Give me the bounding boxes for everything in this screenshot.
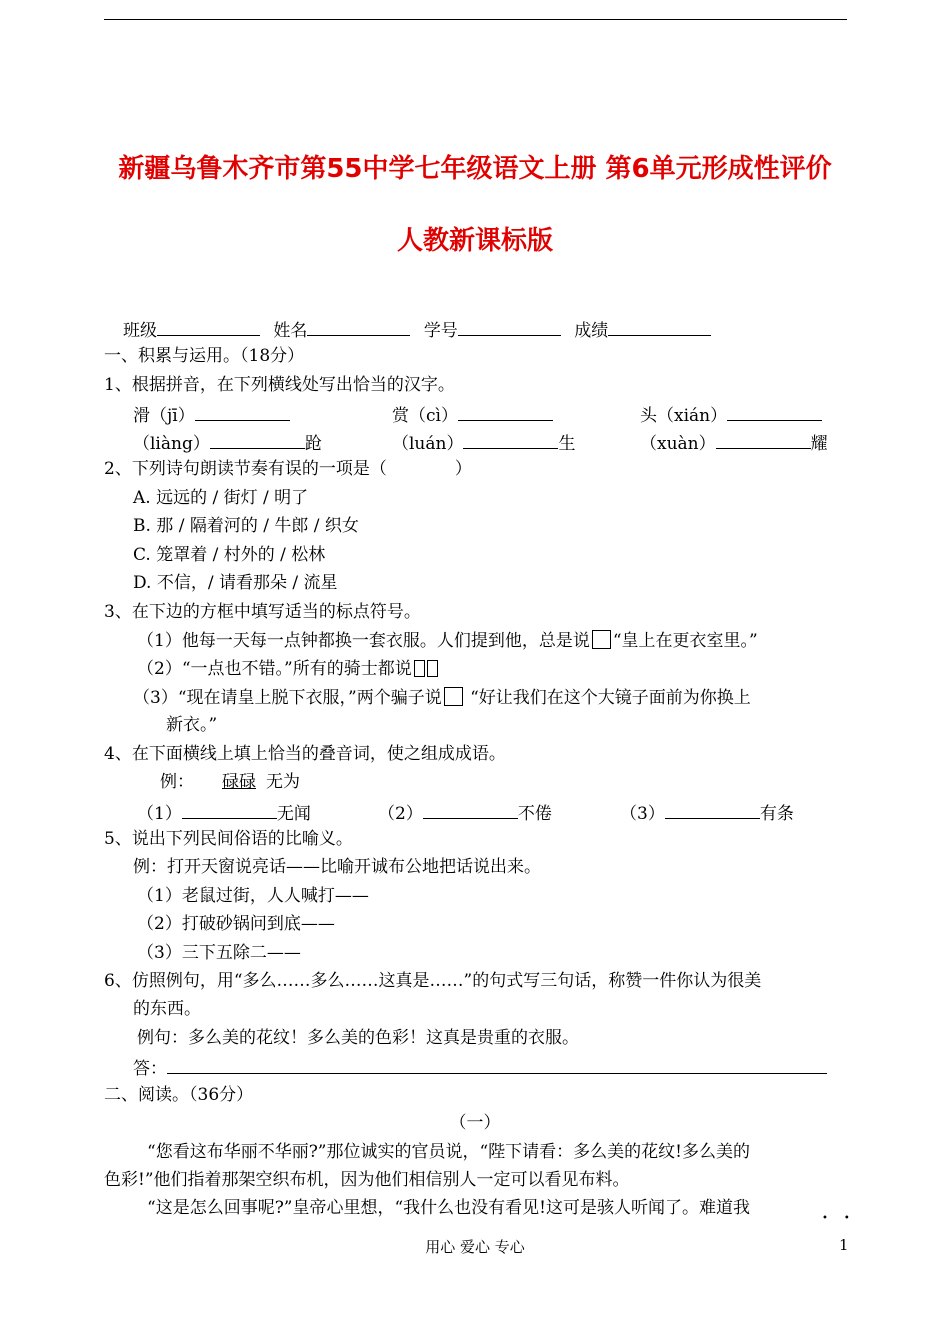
q4-example-label: 例：: [160, 772, 194, 792]
name-blank[interactable]: [307, 318, 410, 336]
info-row: [123, 318, 711, 341]
q2-option-b: B. 那 / 隔着河的 / 牛郎 / 织女: [133, 516, 359, 536]
q1-blank-6[interactable]: [716, 431, 811, 449]
punct-box-2[interactable]: [414, 660, 425, 677]
q1-item-3: [640, 403, 822, 426]
page-number: 1: [839, 1236, 849, 1254]
q3-sentence-1: [137, 630, 758, 651]
q6-stem-line2: 的东西。: [133, 999, 201, 1019]
q4-blank-2[interactable]: [423, 801, 518, 819]
reading-p2-line1: “这是怎么回事呢?”皇帝心里想，“我什么也没有看见!这可是骇人听闻了。难道我: [147, 1198, 751, 1218]
q1-char-6: 耀: [810, 434, 828, 454]
q5-item-3: （3）三下五除二——: [137, 943, 301, 963]
part1-heading: 一、积累与运用。（18分）: [104, 346, 305, 366]
q4-stem: 4、在下面横线上填上恰当的叠音词，使之组成成语。: [104, 744, 506, 764]
q4-blank-3[interactable]: [665, 801, 760, 819]
score-blank[interactable]: [608, 318, 711, 336]
reading-section-title: （一）: [449, 1113, 501, 1133]
q3-s1-quote: “皇上在更衣室里。”: [612, 631, 758, 651]
q1-pinyin-2: 赏（cì）: [392, 406, 458, 426]
q3-s3-quote: “好让我们在这个大镜子面前为你换上: [464, 688, 751, 708]
id-blank[interactable]: [458, 318, 561, 336]
q3-stem: 3、在下边的方框中填写适当的标点符号。: [104, 602, 421, 622]
q2-option-d: D. 不信，/ 请看那朵 / 流星: [133, 573, 338, 593]
q2-option-a: A. 远远的 / 街灯 / 明了: [133, 488, 309, 508]
q3-s1-text: （1）他每一天每一点钟都换一套衣服。人们提到他，总是说: [137, 631, 590, 651]
punct-box-4[interactable]: [444, 687, 463, 706]
q1-blank-3[interactable]: [727, 403, 822, 421]
q5-item-1: （1）老鼠过街，人人喊打——: [137, 886, 369, 906]
q6-answer-blank[interactable]: [167, 1056, 827, 1074]
q1-pinyin-5: （luán）: [392, 434, 464, 454]
q1-blank-5[interactable]: [463, 431, 558, 449]
punct-box-1[interactable]: [592, 630, 611, 649]
q4-example-rest: 无为: [266, 772, 300, 792]
q2-stem: 2、下列诗句朗读节奏有误的一项是（ ）: [104, 459, 472, 479]
q1-item-2: [392, 403, 553, 426]
q1-pinyin-4: （liàng）: [133, 434, 210, 454]
q1-blank-4[interactable]: [210, 431, 305, 449]
page-subtitle: 人教新课标版: [396, 226, 553, 256]
q6-example: 例句：多么美的花纹！多么美的色彩！这真是贵重的衣服。: [137, 1028, 579, 1048]
q1-item-1: [133, 403, 290, 426]
q1-pinyin-3: 头（xián）: [640, 406, 728, 426]
q1-char-5: 生: [558, 434, 576, 454]
part2-heading: 二、阅读。（36分）: [104, 1085, 254, 1105]
q5-example: 例：打开天窗说亮话——比喻开诚布公地把话说出来。: [133, 857, 541, 877]
q5-stem: 5、说出下列民间俗语的比喻义。: [104, 829, 353, 849]
q6-stem-line1: 6、仿照例句，用“多么……多么……这真是……”的句式写三句话，称赞一件你认为很美: [104, 971, 762, 991]
q1-item-6: [640, 431, 828, 454]
info-id-label: 学号: [423, 321, 458, 341]
emphasis-dots: ••: [822, 1213, 866, 1224]
info-name-label: 姓名: [273, 321, 308, 341]
q4-item-3: （3） 有条: [620, 801, 794, 824]
q1-item-4: [133, 431, 322, 454]
q3-s2-text: （2）“一点也不错。”所有的骑士都说: [137, 659, 412, 679]
q4-example: [160, 772, 300, 792]
q1-blank-2[interactable]: [458, 403, 553, 421]
q1-stem: 1、根据拼音，在下列横线处写出恰当的汉字。: [104, 375, 455, 395]
info-class-label: 班级: [123, 321, 157, 341]
q6-answer: [133, 1056, 827, 1079]
q1-char-4: 跄: [304, 434, 322, 454]
punct-box-3[interactable]: [427, 660, 438, 677]
reading-p1-line1: “您看这布华丽不华丽?”那位诚实的官员说，“陛下请看：多么美的花纹!多么美的: [147, 1142, 751, 1162]
page-title: 新疆乌鲁木齐市第55中学七年级语文上册 第6单元形成性评价: [118, 154, 832, 184]
q4-item-1: （1） 无闻: [137, 801, 311, 824]
q4-example-word: 碌碌: [222, 772, 256, 792]
q3-sentence-2: [137, 659, 440, 679]
q1-pinyin-6: （xuàn）: [640, 434, 716, 454]
q6-answer-label: 答：: [133, 1059, 167, 1079]
footer-motto: 用心 爱心 专心: [425, 1238, 525, 1256]
q4-blank-1[interactable]: [182, 801, 277, 819]
q3-sentence-3: [133, 687, 751, 708]
q1-item-5: [392, 431, 575, 454]
q4-item-2: （2） 不倦: [378, 801, 552, 824]
q5-item-2: （2）打破砂锅问到底——: [137, 914, 335, 934]
q2-option-c: C. 笼罩着 / 村外的 / 松林: [133, 545, 326, 565]
class-blank[interactable]: [157, 318, 260, 336]
header-rule: [104, 19, 847, 20]
q1-blank-1[interactable]: [195, 403, 290, 421]
q3-sentence-3-cont: 新衣。”: [166, 715, 218, 735]
q1-pinyin-1: 滑（jī）: [133, 406, 195, 426]
info-score-label: 成绩: [574, 321, 609, 341]
q3-s3-text: （3）“现在请皇上脱下衣服，”两个骗子说: [133, 688, 442, 708]
reading-p1-line2: 色彩!”他们指着那架空织布机，因为他们相信别人一定可以看见布料。: [104, 1170, 630, 1190]
